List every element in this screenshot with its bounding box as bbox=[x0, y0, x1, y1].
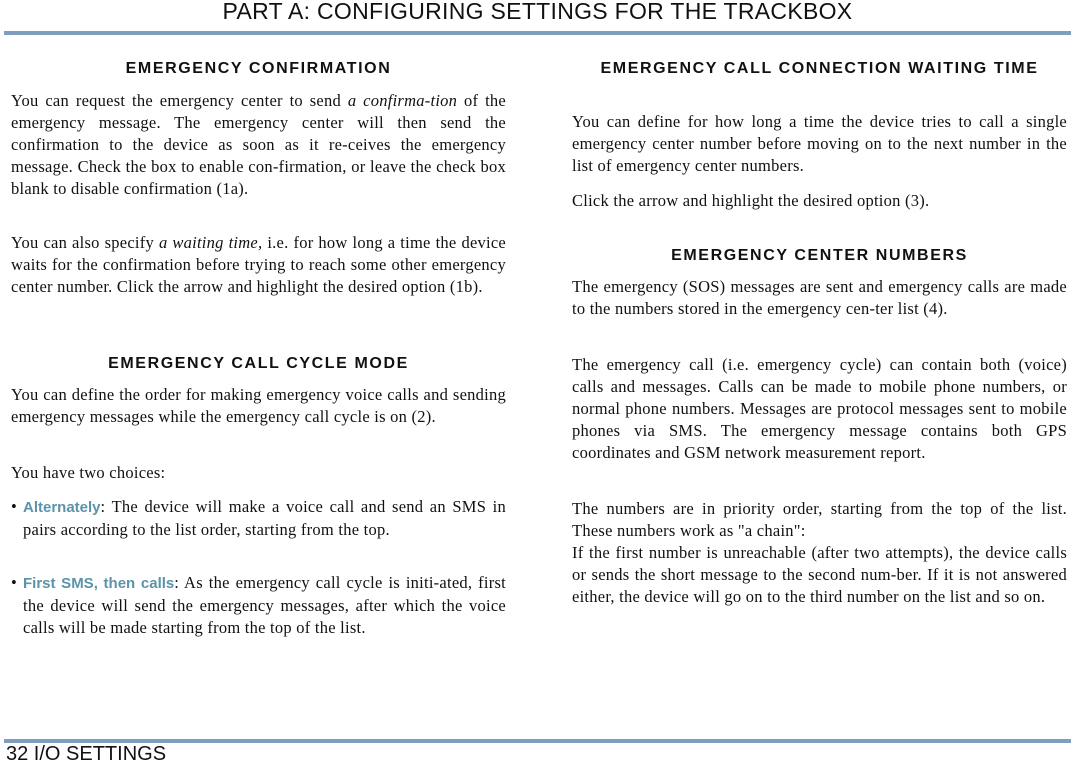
text: The numbers are in priority order, starting from the top of the list. These numbers work as "a chain": bbox=[572, 499, 1067, 540]
text: If the first number is unreachable (after two attempts), the device calls or sends the short message to the second num-ber. If it is not answered either, the device will go on to the third number on the list and so on. bbox=[572, 543, 1067, 606]
heading-connection-waiting-time: EMERGENCY CALL CONNECTION WAITING TIME bbox=[600, 60, 1039, 77]
paragraph-click-arrow: Click the arrow and highlight the desired option (3). bbox=[572, 191, 930, 210]
heading-emergency-confirmation: EMERGENCY CONFIRMATION bbox=[125, 60, 392, 77]
text: : As the emergency call cycle is initi-ated, first the device will send the emergency messages, after which the voice calls will be made starting from the top of the list. bbox=[23, 573, 506, 637]
paragraph-priority bbox=[572, 498, 1067, 608]
term: First SMS, then calls bbox=[23, 575, 175, 592]
text: You can request the emergency center to send bbox=[11, 91, 348, 110]
text: : The device will make a voice call and send an SMS in pairs according to the list order, starting from the top. bbox=[23, 497, 506, 539]
text: i.e. for how long a time the device waits for the confirmation before trying to reach some other emergency center number. Click the arrow and highlight the desired option (1b). bbox=[11, 233, 506, 296]
bullet-icon: • bbox=[11, 497, 18, 516]
italic-text: a confirma-tion bbox=[347, 91, 458, 110]
paragraph-two-choices: You have two choices: bbox=[11, 463, 166, 482]
page-footer: 32 I/O SETTINGS bbox=[6, 743, 167, 765]
text: of the emergency message. The emergency center will then send the confirmation to the device as soon as it re-ceives the emergency message. Check the box to enable con-firmation, or leave the check box blank to disable confirmation (1a). bbox=[11, 91, 506, 198]
page-header-title: PART A: CONFIGURING SETTINGS FOR THE TRACKBOX bbox=[222, 0, 853, 24]
paragraph-confirmation bbox=[11, 90, 506, 200]
bullet-alternately bbox=[11, 496, 506, 541]
heading-center-numbers: EMERGENCY CENTER NUMBERS bbox=[671, 247, 968, 264]
right-column bbox=[572, 0, 1067, 740]
paragraph-call-contents: The emergency call (i.e. emergency cycle) can contain both (voice) calls and messages. Calls can be made to mobile phone numbers, or normal phone numbers. Messages are protocol messages sent to mobile phones via SMS. The emergency message contains both GPS coordinates and GSM network measurement report. bbox=[572, 355, 1067, 462]
paragraph-sos: The emergency (SOS) messages are sent and emergency calls are made to the numbers stored in the emergency cen-ter list (4). bbox=[572, 277, 1067, 318]
paragraph-cycle-order: You can define the order for making emergency voice calls and sending emergency messages while the emergency call cycle is on (2). bbox=[11, 385, 506, 426]
term: Alternately bbox=[23, 499, 101, 516]
italic-text: a waiting time, bbox=[158, 233, 263, 252]
heading-call-cycle-mode: EMERGENCY CALL CYCLE MODE bbox=[108, 355, 409, 372]
paragraph-waiting-time bbox=[11, 232, 506, 298]
paragraph-waiting-duration: You can define for how long a time the device tries to call a single emergency center number before moving on to the next number in the list of emergency center numbers. bbox=[572, 112, 1067, 175]
text: You can also specify bbox=[11, 233, 159, 252]
bullet-icon: • bbox=[11, 573, 18, 592]
left-column bbox=[11, 0, 506, 740]
bullet-first-sms bbox=[11, 572, 506, 639]
